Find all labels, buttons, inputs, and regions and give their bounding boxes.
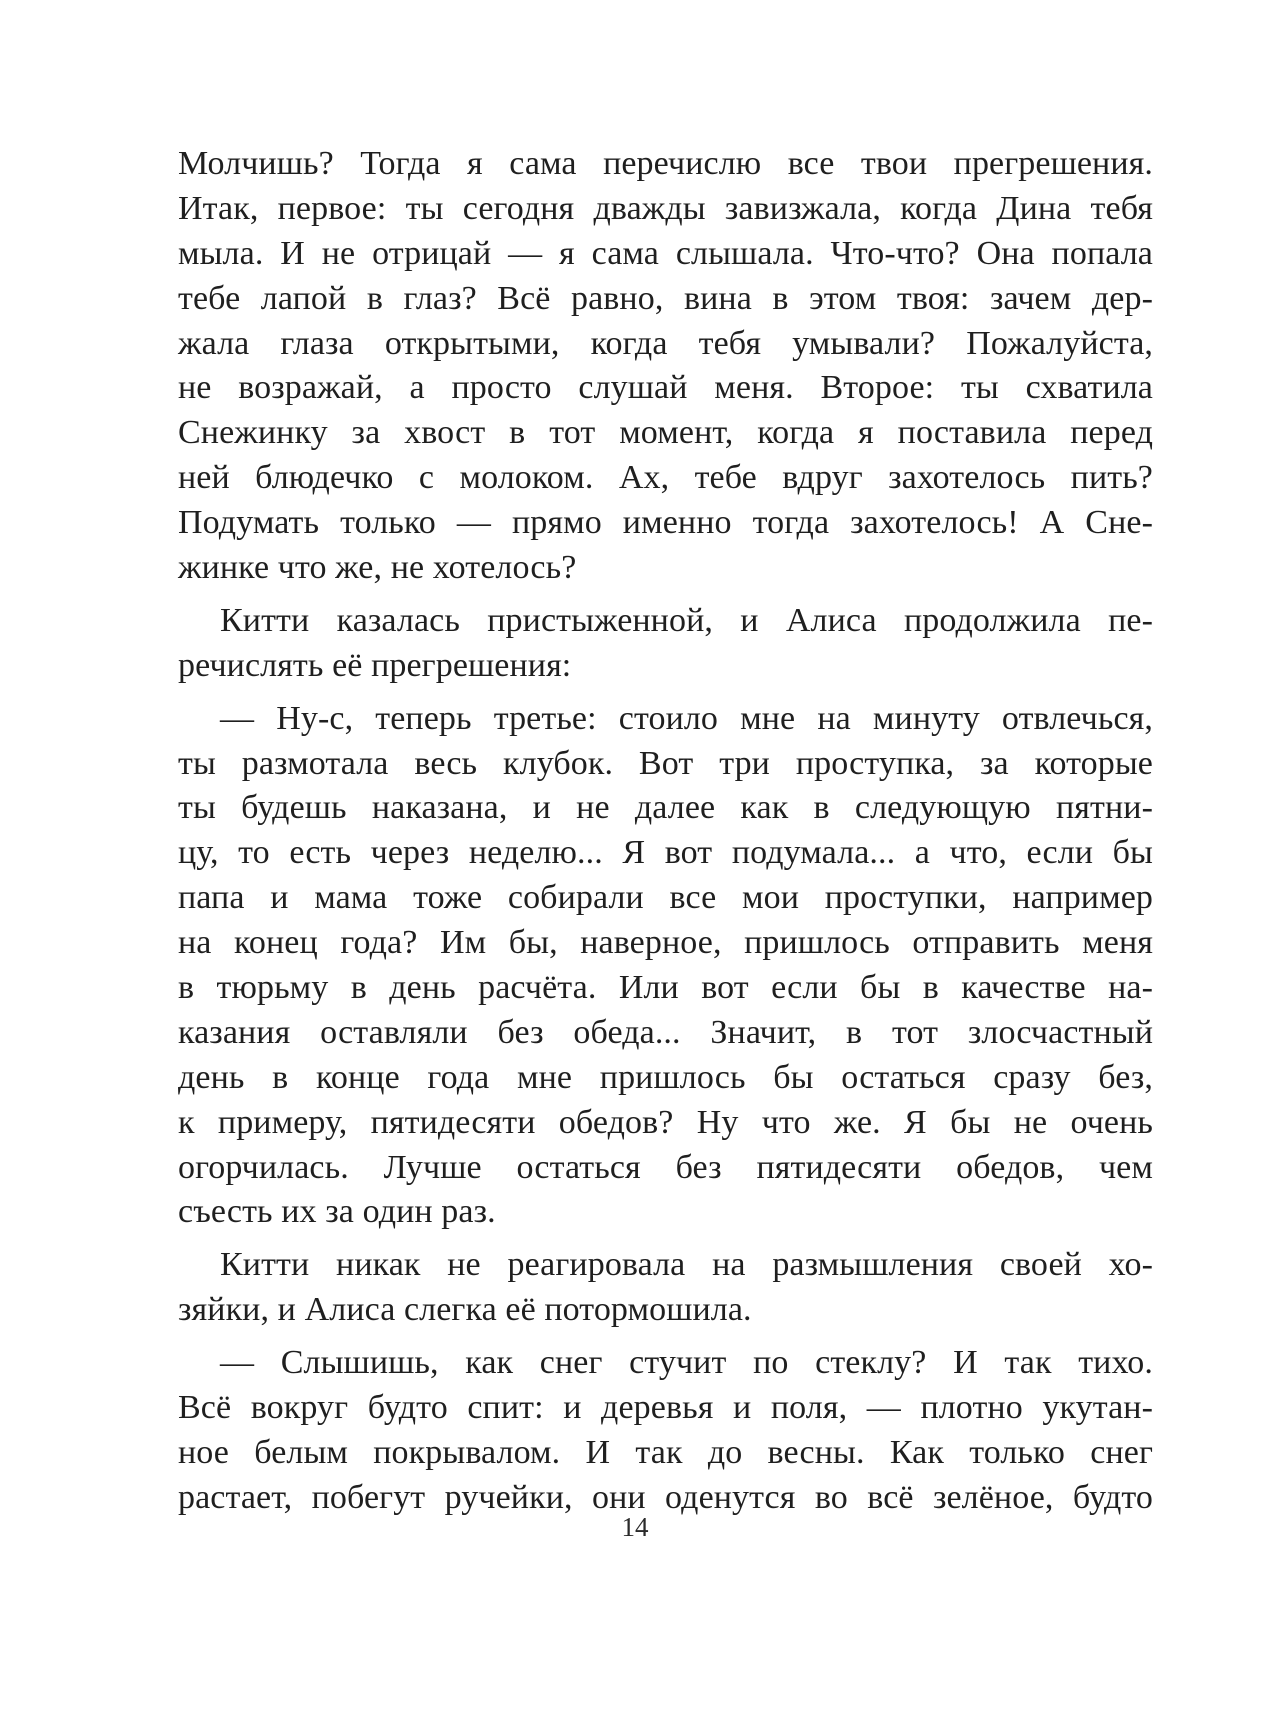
paragraph-gap [178,591,1153,599]
text-line: не возражай, а просто слушай меня. Второе: ты схватила [178,369,1153,407]
text-line: растает, побегут ручейки, они оденутся во всё зелёное, будто [178,1478,1153,1516]
text-line: ты будешь наказана, и не далее как в следующую пятни- [178,789,1153,827]
paragraph-gap [178,1333,1153,1341]
paragraph-5 [178,1341,1153,1521]
text-line: зяйки, и Алиса слегка её потормошила. [178,1291,752,1329]
text-line: — Слышишь, как снег стучит по стеклу? И так тихо. [220,1344,1153,1382]
text-line: ное белым покрывалом. И так до весны. Как только снег [178,1433,1153,1471]
paragraph-gap [178,689,1153,697]
paragraph-3 [178,697,1153,1236]
paragraph-gap [178,1235,1153,1243]
paragraph-4 [178,1243,1153,1333]
text-line: на конец года? Им бы, наверное, пришлось отправить меня [178,924,1153,962]
text-line: Подумать только — прямо именно тогда захотелось! А Сне- [178,504,1153,542]
paragraph-2 [178,599,1153,689]
text-line: жала глаза открытыми, когда тебя умывали? Пожалуйста, [178,324,1153,362]
text-line: съесть их за один раз. [178,1193,496,1231]
text-line: папа и мама тоже собирали все мои проступки, например [178,879,1153,917]
text-line: речислять её прегрешения: [178,646,572,684]
text-line: жинке что же, не хотелось? [178,549,577,587]
text-line: Итак, первое: ты сегодня дважды завизжала, когда Дина тебя [178,189,1153,227]
text-line: тебе лапой в глаз? Всё равно, вина в этом твоя: зачем дер- [178,279,1153,317]
text-line: ты размотала весь клубок. Вот три проступка, за которые [178,744,1153,782]
text-line: огорчилась. Лучше остаться без пятидесяти обедов, чем [178,1148,1153,1186]
text-line: цу, то есть через неделю... Я вот подумала... а что, если бы [178,834,1153,872]
text-line: Китти казалась пристыженной, и Алиса продолжила пе- [220,601,1153,639]
text-line: — Ну-с, теперь третье: стоило мне на минуту отвлечься, [220,699,1153,737]
page-number: 14 [621,1512,649,1542]
text-line: Всё вокруг будто спит: и деревья и поля, — плотно укутан- [178,1389,1153,1427]
text-line: Китти никак не реагировала на размышления своей хо- [220,1246,1153,1284]
text-line: к примеру, пятидесяти обедов? Ну что же. Я бы не очень [178,1103,1153,1141]
text-line: Молчишь? Тогда я сама перечислю все твои прегрешения. [178,145,1153,182]
text-line: в тюрьму в день расчёта. Или вот если бы в качестве на- [178,969,1153,1007]
text-line: ней блюдечко с молоком. Ах, тебе вдруг захотелось пить? [178,459,1153,497]
body-text [178,142,1153,1521]
paragraph-1 [178,142,1153,591]
text-line: день в конце года мне пришлось бы остаться сразу без, [178,1058,1153,1096]
text-line: Снежинку за хвост в тот момент, когда я поставила перед [178,414,1153,452]
text-line: казания оставляли без обеда... Значит, в тот злосчастный [178,1013,1153,1051]
text-line: мыла. И не отрицай — я сама слышала. Что-что? Она попала [178,234,1153,272]
